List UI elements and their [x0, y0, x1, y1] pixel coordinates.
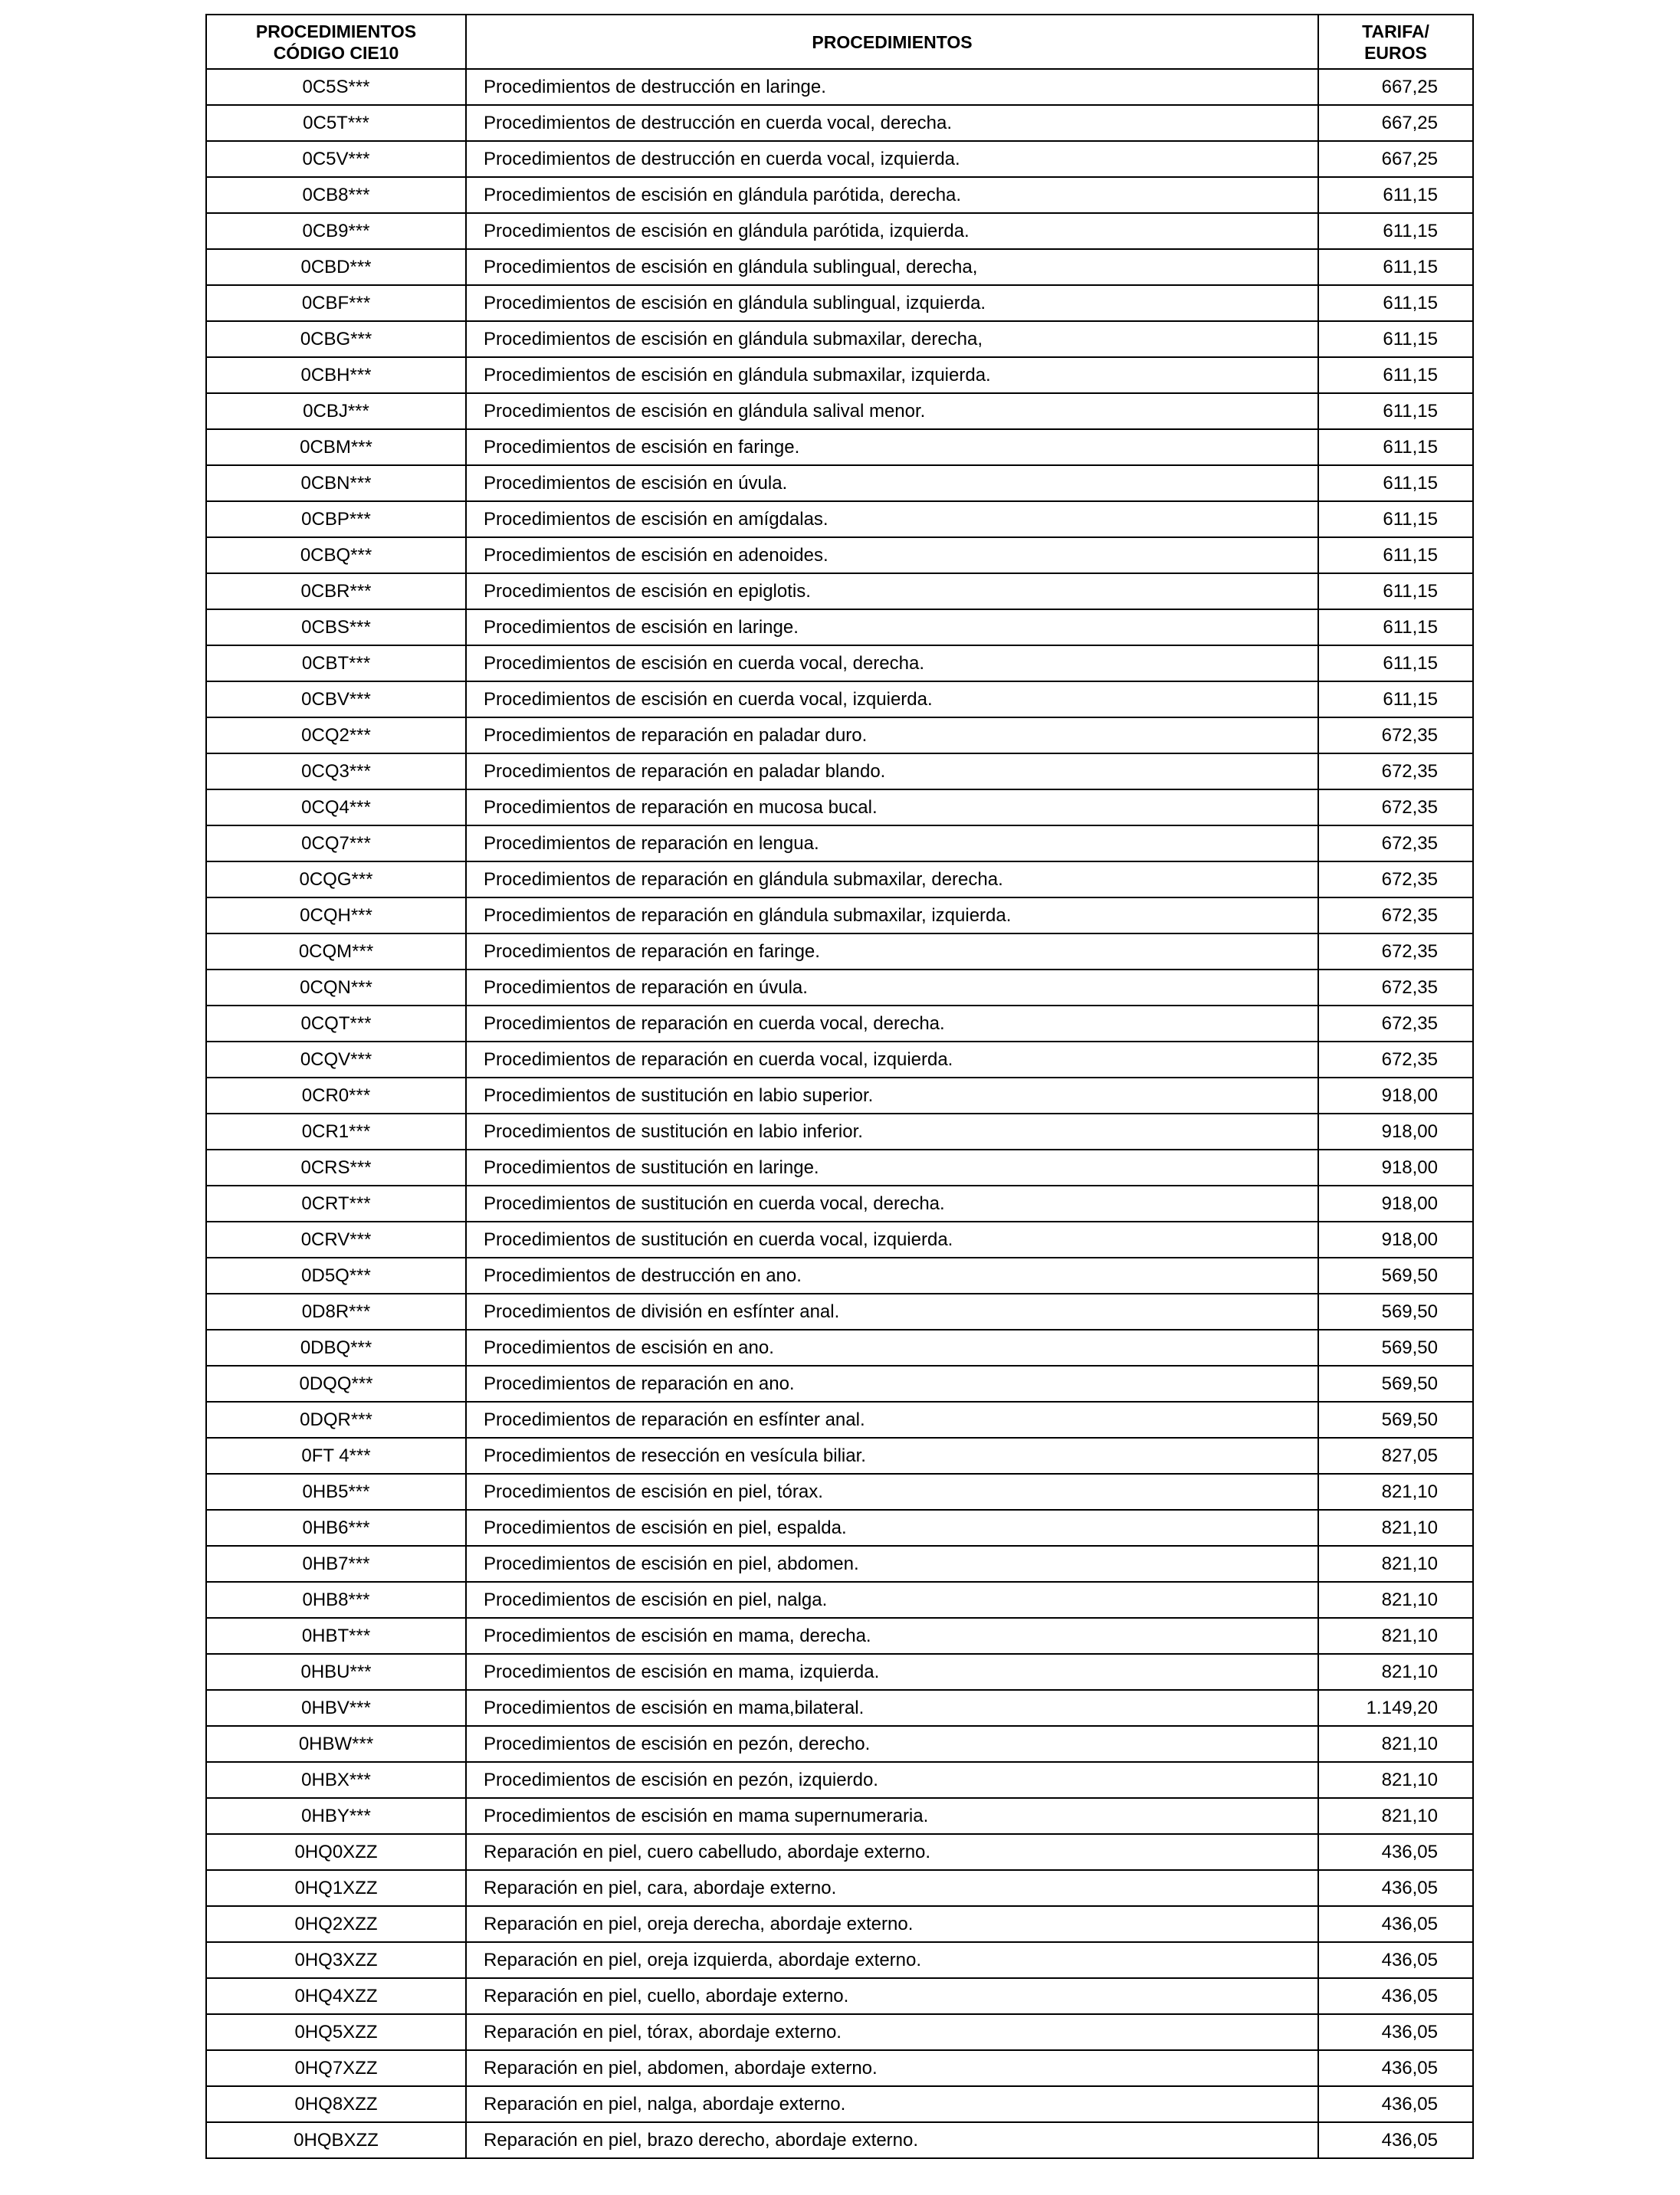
table-row [206, 645, 1473, 681]
description-cell: Procedimientos de reparación en faringe. [466, 933, 1318, 970]
code-cell: 0HBW*** [206, 1726, 466, 1762]
description-cell: Procedimientos de escisión en pezón, derecho. [466, 1726, 1318, 1762]
price-cell: 672,35 [1318, 789, 1473, 825]
code-cell: 0CQM*** [206, 933, 466, 970]
code-cell: 0CQG*** [206, 861, 466, 897]
table-row [206, 1942, 1473, 1978]
code-cell: 0CBT*** [206, 645, 466, 681]
code-cell: 0CB9*** [206, 213, 466, 249]
header-code-line1: PROCEDIMIENTOS [255, 21, 417, 41]
description-cell: Procedimientos de reparación en paladar duro. [466, 717, 1318, 753]
price-cell: 436,05 [1318, 1870, 1473, 1906]
price-cell: 611,15 [1318, 681, 1473, 717]
price-cell: 821,10 [1318, 1546, 1473, 1582]
code-cell: 0CQH*** [206, 897, 466, 933]
description-cell: Procedimientos de destrucción en ano. [466, 1258, 1318, 1294]
code-cell: 0DBQ*** [206, 1330, 466, 1366]
price-cell: 672,35 [1318, 717, 1473, 753]
description-cell: Reparación en piel, oreja derecha, abordaje externo. [466, 1906, 1318, 1942]
table-row [206, 717, 1473, 753]
description-cell: Procedimientos de sustitución en labio superior. [466, 1078, 1318, 1114]
table-row [206, 285, 1473, 321]
price-cell: 918,00 [1318, 1186, 1473, 1222]
description-cell: Reparación en piel, brazo derecho, abordaje externo. [466, 2122, 1318, 2158]
description-cell: Reparación en piel, oreja izquierda, abordaje externo. [466, 1942, 1318, 1978]
table-row [206, 213, 1473, 249]
description-cell: Procedimientos de sustitución en cuerda vocal, izquierda. [466, 1222, 1318, 1258]
description-cell: Procedimientos de reparación en mucosa bucal. [466, 789, 1318, 825]
table-row [206, 1150, 1473, 1186]
header-row [206, 15, 1473, 69]
price-cell: 436,05 [1318, 1978, 1473, 2014]
table-row [206, 1186, 1473, 1222]
price-cell: 918,00 [1318, 1078, 1473, 1114]
price-cell: 667,25 [1318, 69, 1473, 105]
description-cell: Procedimientos de escisión en piel, espalda. [466, 1510, 1318, 1546]
code-cell: 0CQT*** [206, 1006, 466, 1042]
table-row [206, 1402, 1473, 1438]
table-row [206, 1330, 1473, 1366]
code-cell: 0CQ7*** [206, 825, 466, 861]
price-cell: 821,10 [1318, 1474, 1473, 1510]
price-cell: 611,15 [1318, 573, 1473, 609]
header-price-line2: EUROS [1364, 42, 1427, 63]
table-row [206, 789, 1473, 825]
header-code [206, 15, 466, 69]
code-cell: 0CR1*** [206, 1114, 466, 1150]
table-row [206, 1798, 1473, 1834]
price-cell: 667,25 [1318, 105, 1473, 141]
price-cell: 667,25 [1318, 141, 1473, 177]
table-row [206, 537, 1473, 573]
code-cell: 0HQ8XZZ [206, 2086, 466, 2122]
price-cell: 611,15 [1318, 609, 1473, 645]
table-row [206, 897, 1473, 933]
table-row [206, 1654, 1473, 1690]
table-row [206, 105, 1473, 141]
description-cell: Procedimientos de escisión en mama, izquierda. [466, 1654, 1318, 1690]
table-row [206, 177, 1473, 213]
price-cell: 611,15 [1318, 537, 1473, 573]
code-cell: 0HBX*** [206, 1762, 466, 1798]
price-cell: 672,35 [1318, 970, 1473, 1006]
price-cell: 611,15 [1318, 429, 1473, 465]
price-cell: 611,15 [1318, 501, 1473, 537]
price-cell: 436,05 [1318, 1834, 1473, 1870]
table-row [206, 1078, 1473, 1114]
description-cell: Procedimientos de destrucción en cuerda vocal, derecha. [466, 105, 1318, 141]
price-cell: 672,35 [1318, 825, 1473, 861]
table-row [206, 1510, 1473, 1546]
description-cell: Procedimientos de resección en vesícula biliar. [466, 1438, 1318, 1474]
code-cell: 0CBF*** [206, 285, 466, 321]
price-cell: 821,10 [1318, 1654, 1473, 1690]
table-row [206, 429, 1473, 465]
code-cell: 0HBU*** [206, 1654, 466, 1690]
code-cell: 0HB5*** [206, 1474, 466, 1510]
table-row [206, 1366, 1473, 1402]
table-row [206, 1726, 1473, 1762]
description-cell: Procedimientos de reparación en lengua. [466, 825, 1318, 861]
code-cell: 0CQ2*** [206, 717, 466, 753]
table-row [206, 1978, 1473, 2014]
description-cell: Procedimientos de reparación en cuerda vocal, izquierda. [466, 1042, 1318, 1078]
table-row [206, 141, 1473, 177]
description-cell: Reparación en piel, nalga, abordaje externo. [466, 2086, 1318, 2122]
description-cell: Procedimientos de escisión en faringe. [466, 429, 1318, 465]
description-cell: Procedimientos de escisión en glándula parótida, derecha. [466, 177, 1318, 213]
code-cell: 0C5S*** [206, 69, 466, 105]
code-cell: 0CBG*** [206, 321, 466, 357]
code-cell: 0HQ2XZZ [206, 1906, 466, 1942]
description-cell: Reparación en piel, cara, abordaje externo. [466, 1870, 1318, 1906]
description-cell: Procedimientos de escisión en úvula. [466, 465, 1318, 501]
description-cell: Procedimientos de escisión en glándula submaxilar, izquierda. [466, 357, 1318, 393]
code-cell: 0CBP*** [206, 501, 466, 537]
code-cell: 0CQ3*** [206, 753, 466, 789]
description-cell: Procedimientos de escisión en piel, abdomen. [466, 1546, 1318, 1582]
table-row [206, 501, 1473, 537]
code-cell: 0C5T*** [206, 105, 466, 141]
description-cell: Procedimientos de escisión en cuerda vocal, izquierda. [466, 681, 1318, 717]
description-cell: Procedimientos de destrucción en laringe. [466, 69, 1318, 105]
code-cell: 0CBV*** [206, 681, 466, 717]
price-cell: 672,35 [1318, 1006, 1473, 1042]
code-cell: 0DQQ*** [206, 1366, 466, 1402]
description-cell: Procedimientos de división en esfínter anal. [466, 1294, 1318, 1330]
table-header [206, 15, 1473, 69]
code-cell: 0CQV*** [206, 1042, 466, 1078]
table-row [206, 1762, 1473, 1798]
table-row [206, 825, 1473, 861]
code-cell: 0CB8*** [206, 177, 466, 213]
table-row [206, 1222, 1473, 1258]
description-cell: Procedimientos de escisión en amígdalas. [466, 501, 1318, 537]
description-cell: Procedimientos de escisión en ano. [466, 1330, 1318, 1366]
description-cell: Procedimientos de escisión en mama, derecha. [466, 1618, 1318, 1654]
price-cell: 821,10 [1318, 1618, 1473, 1654]
table-row [206, 609, 1473, 645]
table-row [206, 1870, 1473, 1906]
table-row [206, 681, 1473, 717]
price-cell: 821,10 [1318, 1762, 1473, 1798]
description-cell: Procedimientos de escisión en pezón, izquierdo. [466, 1762, 1318, 1798]
price-cell: 672,35 [1318, 933, 1473, 970]
table-row [206, 2122, 1473, 2158]
description-cell: Procedimientos de escisión en glándula sublingual, derecha, [466, 249, 1318, 285]
table-row [206, 2050, 1473, 2086]
price-cell: 611,15 [1318, 465, 1473, 501]
description-cell: Procedimientos de escisión en glándula submaxilar, derecha, [466, 321, 1318, 357]
description-cell: Procedimientos de escisión en piel, nalga. [466, 1582, 1318, 1618]
code-cell: 0HQ4XZZ [206, 1978, 466, 2014]
description-cell: Procedimientos de sustitución en cuerda vocal, derecha. [466, 1186, 1318, 1222]
table-row [206, 933, 1473, 970]
code-cell: 0D5Q*** [206, 1258, 466, 1294]
procedures-table [205, 14, 1474, 2159]
price-cell: 569,50 [1318, 1330, 1473, 1366]
price-cell: 436,05 [1318, 1942, 1473, 1978]
price-cell: 611,15 [1318, 285, 1473, 321]
code-cell: 0CQN*** [206, 970, 466, 1006]
code-cell: 0HBY*** [206, 1798, 466, 1834]
description-cell: Procedimientos de reparación en glándula submaxilar, izquierda. [466, 897, 1318, 933]
code-cell: 0CBD*** [206, 249, 466, 285]
description-cell: Procedimientos de reparación en cuerda vocal, derecha. [466, 1006, 1318, 1042]
price-cell: 672,35 [1318, 861, 1473, 897]
description-cell: Procedimientos de escisión en glándula sublingual, izquierda. [466, 285, 1318, 321]
table-row [206, 465, 1473, 501]
description-cell: Procedimientos de escisión en mama supernumeraria. [466, 1798, 1318, 1834]
table-row [206, 249, 1473, 285]
table-row [206, 321, 1473, 357]
table-row [206, 1438, 1473, 1474]
price-cell: 436,05 [1318, 2050, 1473, 2086]
table-row [206, 753, 1473, 789]
price-cell: 821,10 [1318, 1726, 1473, 1762]
table-row [206, 2014, 1473, 2050]
price-cell: 918,00 [1318, 1222, 1473, 1258]
code-cell: 0HBT*** [206, 1618, 466, 1654]
header-code-line2: CÓDIGO CIE10 [273, 42, 399, 63]
code-cell: 0CBQ*** [206, 537, 466, 573]
description-cell: Reparación en piel, tórax, abordaje externo. [466, 2014, 1318, 2050]
description-cell: Procedimientos de reparación en paladar blando. [466, 753, 1318, 789]
code-cell: 0HB6*** [206, 1510, 466, 1546]
price-cell: 436,05 [1318, 2014, 1473, 2050]
table-row [206, 1690, 1473, 1726]
table-row [206, 1006, 1473, 1042]
header-price [1318, 15, 1473, 69]
table-row [206, 1582, 1473, 1618]
description-cell: Procedimientos de sustitución en labio inferior. [466, 1114, 1318, 1150]
table-row [206, 1042, 1473, 1078]
table-row [206, 393, 1473, 429]
price-cell: 827,05 [1318, 1438, 1473, 1474]
price-cell: 436,05 [1318, 2086, 1473, 2122]
description-cell: Reparación en piel, cuello, abordaje externo. [466, 1978, 1318, 2014]
table-row [206, 970, 1473, 1006]
price-cell: 611,15 [1318, 645, 1473, 681]
price-cell: 611,15 [1318, 249, 1473, 285]
price-cell: 821,10 [1318, 1582, 1473, 1618]
price-cell: 918,00 [1318, 1114, 1473, 1150]
price-cell: 918,00 [1318, 1150, 1473, 1186]
table-row [206, 1258, 1473, 1294]
price-cell: 821,10 [1318, 1510, 1473, 1546]
price-cell: 611,15 [1318, 321, 1473, 357]
code-cell: 0C5V*** [206, 141, 466, 177]
table-row [206, 861, 1473, 897]
description-cell: Procedimientos de reparación en ano. [466, 1366, 1318, 1402]
description-cell: Reparación en piel, abdomen, abordaje externo. [466, 2050, 1318, 2086]
description-cell: Procedimientos de destrucción en cuerda vocal, izquierda. [466, 141, 1318, 177]
code-cell: 0HQ3XZZ [206, 1942, 466, 1978]
code-cell: 0CQ4*** [206, 789, 466, 825]
code-cell: 0CBN*** [206, 465, 466, 501]
price-cell: 436,05 [1318, 1906, 1473, 1942]
table-row [206, 1294, 1473, 1330]
code-cell: 0CBH*** [206, 357, 466, 393]
code-cell: 0CBR*** [206, 573, 466, 609]
description-cell: Procedimientos de sustitución en laringe. [466, 1150, 1318, 1186]
code-cell: 0DQR*** [206, 1402, 466, 1438]
description-cell: Procedimientos de escisión en glándula salival menor. [466, 393, 1318, 429]
code-cell: 0HQ1XZZ [206, 1870, 466, 1906]
description-cell: Procedimientos de escisión en epiglotis. [466, 573, 1318, 609]
code-cell: 0HQ7XZZ [206, 2050, 466, 2086]
price-cell: 611,15 [1318, 357, 1473, 393]
table-body [206, 69, 1473, 2158]
price-cell: 1.149,20 [1318, 1690, 1473, 1726]
price-cell: 569,50 [1318, 1402, 1473, 1438]
table-row [206, 1906, 1473, 1942]
code-cell: 0HQBXZZ [206, 2122, 466, 2158]
code-cell: 0CRS*** [206, 1150, 466, 1186]
price-cell: 569,50 [1318, 1366, 1473, 1402]
code-cell: 0CRT*** [206, 1186, 466, 1222]
description-cell: Procedimientos de escisión en mama,bilateral. [466, 1690, 1318, 1726]
header-price-line1: TARIFA/ [1362, 21, 1429, 41]
code-cell: 0HB8*** [206, 1582, 466, 1618]
code-cell: 0D8R*** [206, 1294, 466, 1330]
code-cell: 0CRV*** [206, 1222, 466, 1258]
code-cell: 0HQ5XZZ [206, 2014, 466, 2050]
code-cell: 0CR0*** [206, 1078, 466, 1114]
description-cell: Procedimientos de escisión en adenoides. [466, 537, 1318, 573]
table-row [206, 69, 1473, 105]
price-cell: 569,50 [1318, 1258, 1473, 1294]
table-row [206, 573, 1473, 609]
code-cell: 0CBM*** [206, 429, 466, 465]
description-cell: Procedimientos de reparación en glándula submaxilar, derecha. [466, 861, 1318, 897]
description-cell: Procedimientos de reparación en úvula. [466, 970, 1318, 1006]
code-cell: 0FT 4*** [206, 1438, 466, 1474]
price-cell: 611,15 [1318, 177, 1473, 213]
description-cell: Procedimientos de escisión en laringe. [466, 609, 1318, 645]
table-row [206, 1114, 1473, 1150]
description-cell: Procedimientos de escisión en piel, tórax. [466, 1474, 1318, 1510]
price-cell: 611,15 [1318, 213, 1473, 249]
description-cell: Procedimientos de reparación en esfínter anal. [466, 1402, 1318, 1438]
code-cell: 0HQ0XZZ [206, 1834, 466, 1870]
header-description: PROCEDIMIENTOS [466, 15, 1318, 69]
table-row [206, 1834, 1473, 1870]
table-row [206, 1474, 1473, 1510]
code-cell: 0CBS*** [206, 609, 466, 645]
description-cell: Procedimientos de escisión en cuerda vocal, derecha. [466, 645, 1318, 681]
price-cell: 672,35 [1318, 1042, 1473, 1078]
table-row [206, 357, 1473, 393]
price-cell: 611,15 [1318, 393, 1473, 429]
code-cell: 0HB7*** [206, 1546, 466, 1582]
price-cell: 436,05 [1318, 2122, 1473, 2158]
price-cell: 569,50 [1318, 1294, 1473, 1330]
table-row [206, 1546, 1473, 1582]
table-row [206, 1618, 1473, 1654]
price-cell: 672,35 [1318, 897, 1473, 933]
code-cell: 0CBJ*** [206, 393, 466, 429]
price-cell: 672,35 [1318, 753, 1473, 789]
description-cell: Reparación en piel, cuero cabelludo, abordaje externo. [466, 1834, 1318, 1870]
price-cell: 821,10 [1318, 1798, 1473, 1834]
table-row [206, 2086, 1473, 2122]
description-cell: Procedimientos de escisión en glándula parótida, izquierda. [466, 213, 1318, 249]
code-cell: 0HBV*** [206, 1690, 466, 1726]
